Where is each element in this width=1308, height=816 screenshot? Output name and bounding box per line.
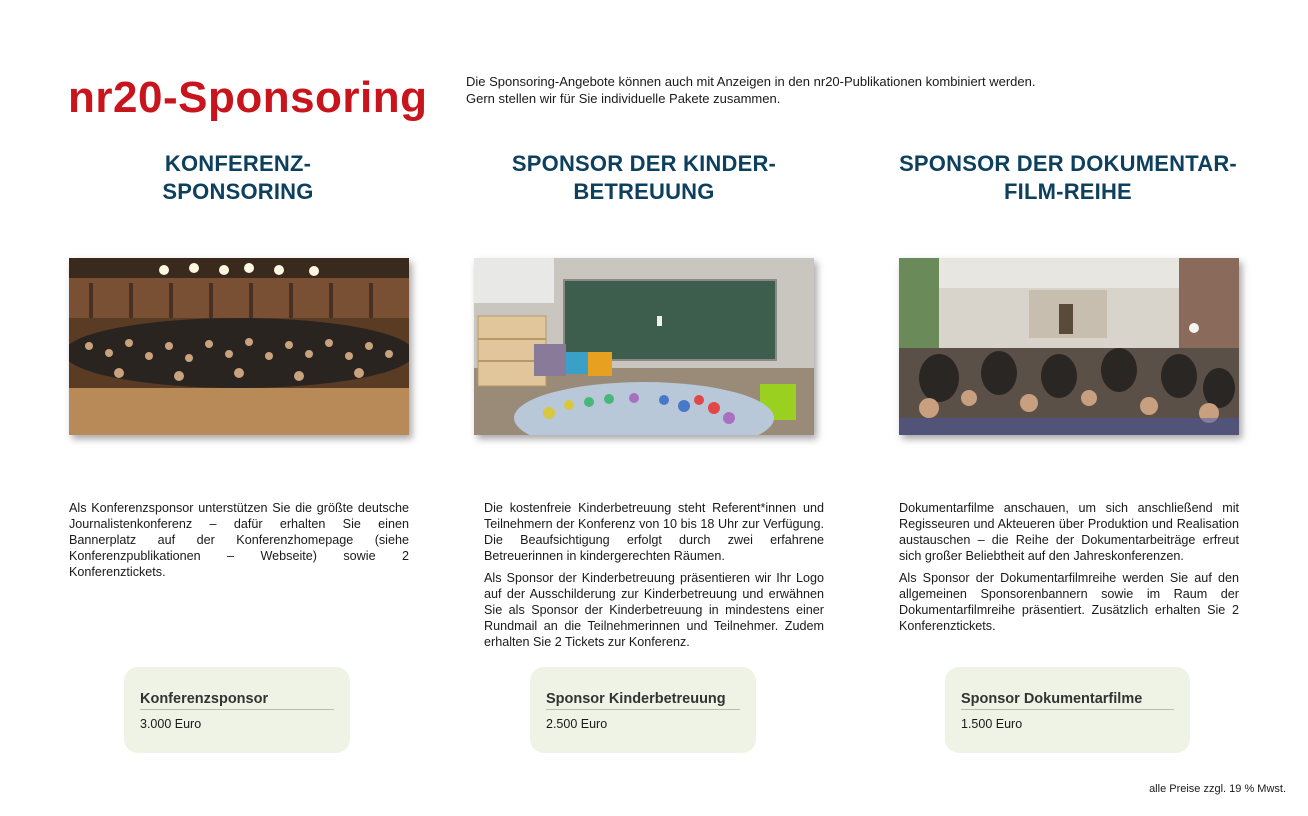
price-footnote: alle Preise zzgl. 19 % Mwst. xyxy=(1149,783,1286,795)
intro-line-2: Gern stellen wir für Sie individuelle Pakete zusammen. xyxy=(466,91,781,106)
heading-childcare-sponsor xyxy=(474,150,814,206)
conference-audience-photo xyxy=(69,258,409,435)
price-box-documentary xyxy=(945,667,1190,753)
price-name: Konferenzsponsor xyxy=(140,691,334,710)
page-title: nr20-Sponsoring xyxy=(68,73,428,122)
price-value: 3.000 Euro xyxy=(140,717,202,731)
heading-line: KONFERENZ- xyxy=(164,151,312,176)
paragraph: Als Sponsor der Kinderbetreuung präsentieren wir Ihr Logo auf der Ausschilderung zur Kinderbetreuung und erwähnen Sie als Sponsor der Kinderbetreuung in mindestens einer Rundmail an die Teilnehmerinnen und Teilnehmer. Zudem erhalten Sie 2 Tickets zur Konferenz. xyxy=(484,571,824,649)
paragraph: Als Konferenzsponsor unterstützen Sie die größte deutsche Journalistenkonferenz – dafür erhalten Sie einen Bannerplatz auf der Konferenzhomepage (siehe Konferenzpublikationen – Webseite) sowie 2 Konferenztickets. xyxy=(69,501,409,579)
price-value: 2.500 Euro xyxy=(546,717,608,731)
documentary-screening-photo xyxy=(899,258,1239,435)
price-box-conference xyxy=(124,667,350,753)
intro-text xyxy=(466,73,1166,107)
childcare-description xyxy=(484,500,824,656)
heading-line: SPONSOR DER DOKUMENTAR- xyxy=(899,151,1237,176)
heading-line: SPONSORING xyxy=(162,179,314,204)
heading-line: SPONSOR DER KINDER- xyxy=(511,151,777,176)
price-box-childcare xyxy=(530,667,756,753)
price-name: Sponsor Kinderbetreuung xyxy=(546,691,740,710)
heading-documentary-sponsor xyxy=(898,150,1238,206)
heading-line: BETREUUNG xyxy=(573,179,715,204)
paragraph: Dokumentarfilme anschauen, um sich anschließend mit Regisseuren und Akteueren über Produktion und Realisation austauschen – die Reihe der Dokumentarbeiträge erfreut sich großer Beliebtheit auf den Jahreskonferenzen. xyxy=(899,501,1239,563)
heading-conference-sponsoring xyxy=(68,150,408,206)
price-name: Sponsor Dokumentarfilme xyxy=(961,691,1174,710)
paragraph: Die kostenfreie Kinderbetreuung steht Referent*innen und Teilnehmern der Konferenz von 10 bis 18 Uhr zur Verfügung. Die Beaufsichtigung erfolgt durch zwei erfahrene Betreuerinnen in kindergerechten Räumen. xyxy=(484,501,824,563)
documentary-description xyxy=(899,500,1239,640)
heading-line: FILM-REIHE xyxy=(1004,179,1132,204)
paragraph: Als Sponsor der Dokumentarfilmreihe werden Sie auf den allgemeinen Sponsorenbannern sowie im Raum der Dokumentarfilmreihe präsentiert. Zusätzlich erhalten Sie 2 Konferenztickets. xyxy=(899,571,1239,633)
conference-description xyxy=(69,500,409,586)
childcare-room-photo xyxy=(474,258,814,435)
intro-line-1: Die Sponsoring-Angebote können auch mit Anzeigen in den nr20-Publikationen kombiniert werden. xyxy=(466,74,1036,89)
price-value: 1.500 Euro xyxy=(961,717,1023,731)
